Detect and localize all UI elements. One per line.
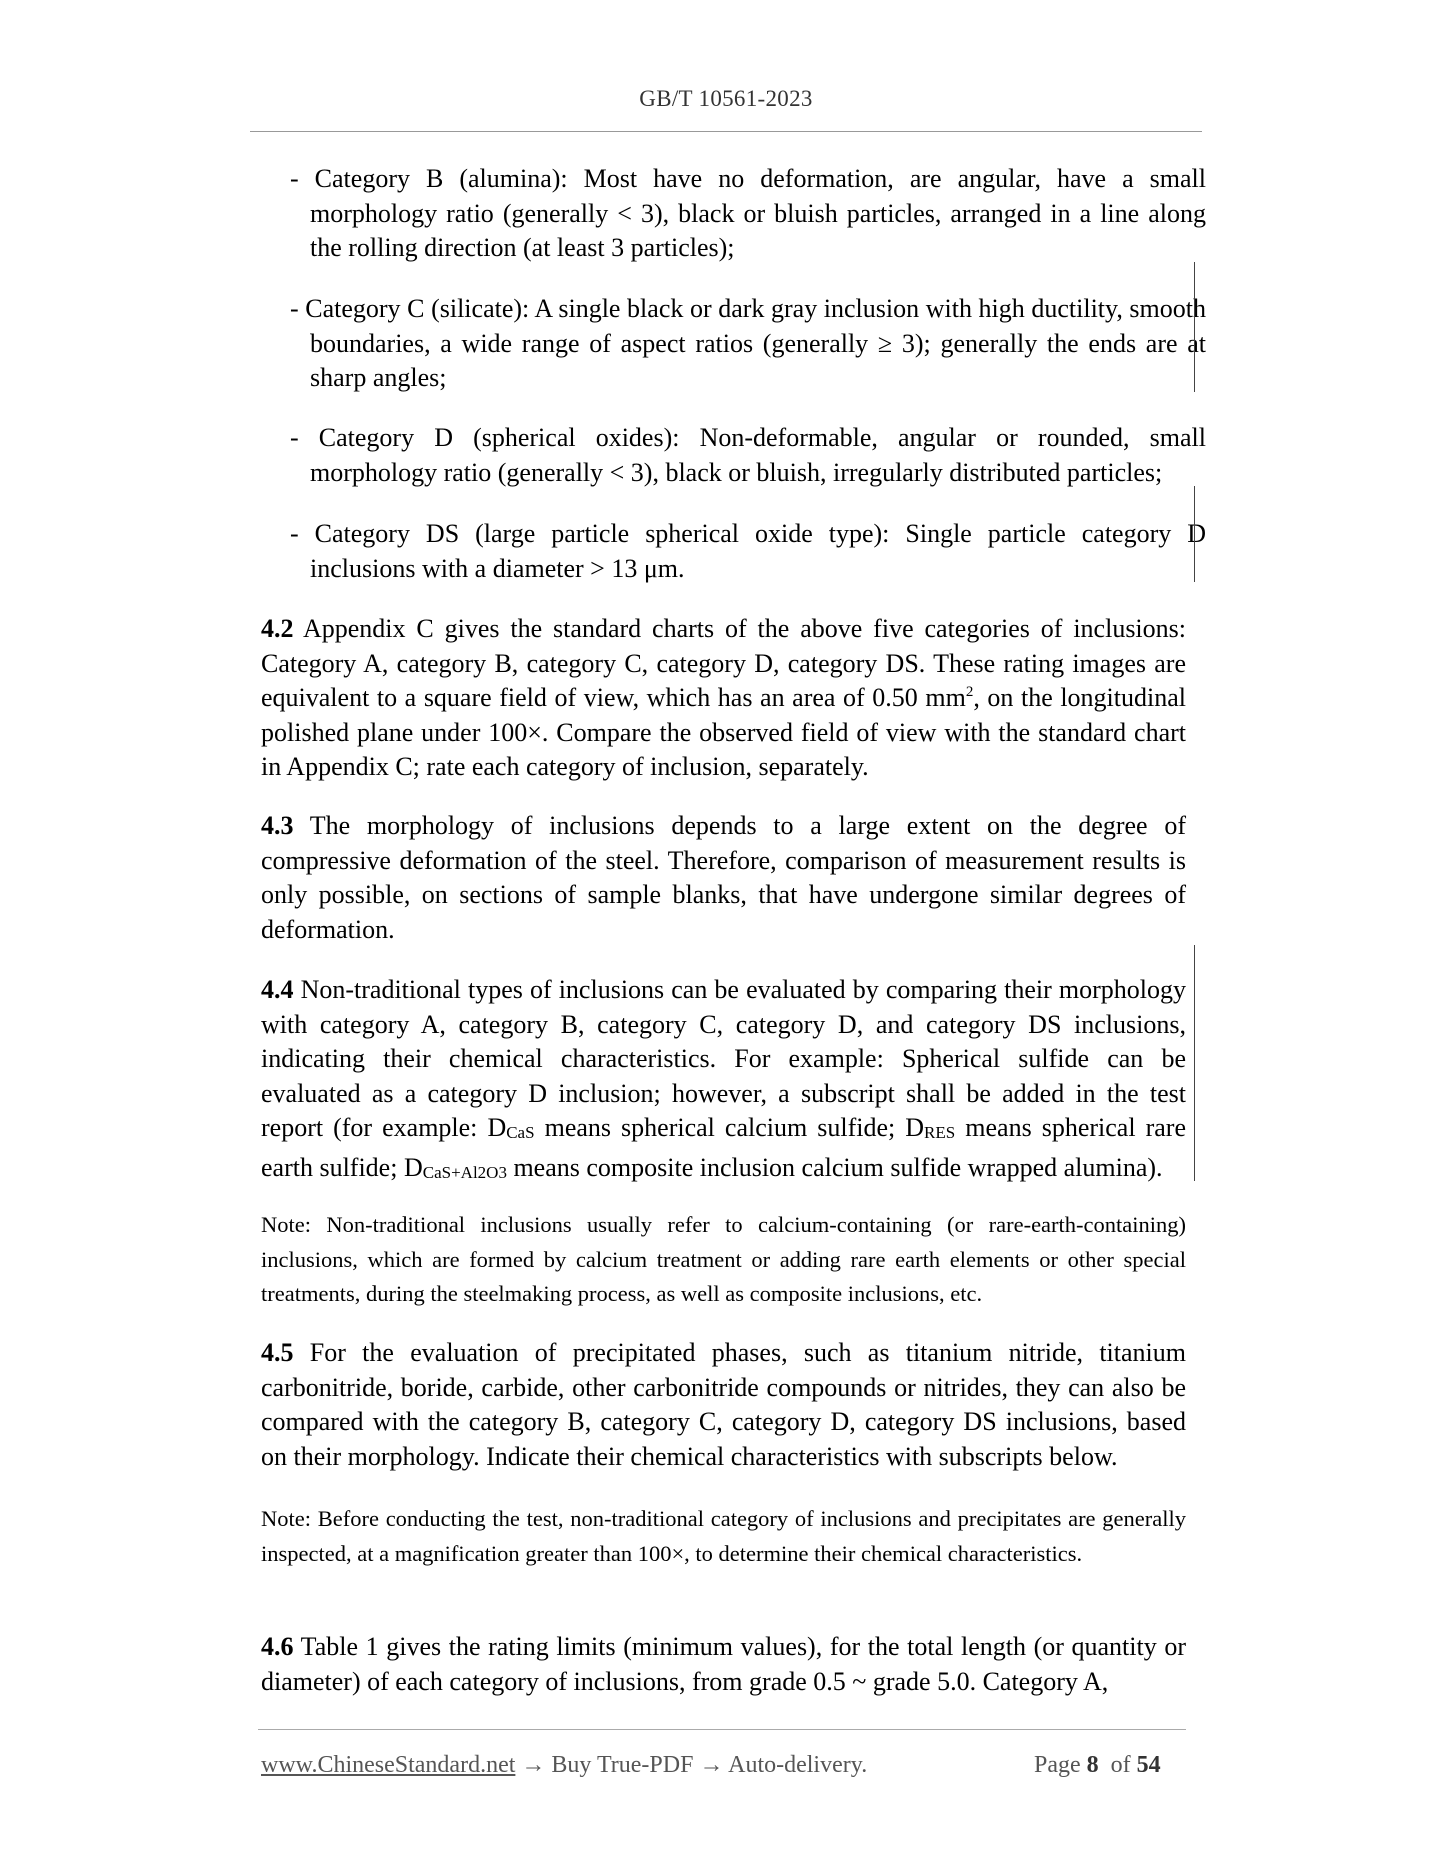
page-total: 54 <box>1136 1752 1161 1778</box>
change-bar <box>1194 945 1195 1181</box>
bullet-category-b: - Category B (alumina): Most have no deformation, are angular, have a small morphology ratio (generally < 3), black or bluish particles, arranged in a line along the rolling direction (at least 3 particles); <box>290 164 1206 263</box>
of-label: of <box>1110 1752 1131 1778</box>
page-label: Page <box>1034 1752 1081 1778</box>
paragraph-text: means spherical calcium sulfide; D <box>534 1113 925 1143</box>
clause-number: 4.3 <box>261 811 294 840</box>
subscript: CaS+Al2O3 <box>422 1162 507 1182</box>
subscript: CaS <box>506 1123 535 1143</box>
subscript: RES <box>924 1123 956 1143</box>
footer-promo-text: → Buy True-PDF → Auto-delivery. <box>515 1752 868 1778</box>
paragraph-text: means spherical rare earth sulfide; D <box>261 1113 1186 1182</box>
page-number: 8 <box>1086 1752 1099 1778</box>
clause-number: 4.5 <box>261 1338 294 1367</box>
paragraph-4-2 <box>261 612 1186 785</box>
note-before-test: Note: Before conducting the test, non-traditional category of inclusions and precipitates are generally inspected, at a magnification greater than 100×, to determine their chemical characteristics. <box>261 1506 1186 1566</box>
bullet-category-d: - Category D (spherical oxides): Non-deformable, angular or rounded, small morphology ratio (generally < 3), black or bluish, irregularly distributed particles; <box>290 423 1206 487</box>
document-header: GB/T 10561-2023 <box>639 86 813 111</box>
paragraph-text: Table 1 gives the rating limits (minimum values), for the total length (or quantity or diameter) of each category of inclusions, from grade 0.5 ~ grade 5.0. Category A, <box>261 1632 1186 1696</box>
header-rule <box>250 131 1202 132</box>
paragraph-text: For the evaluation of precipitated phases, such as titanium nitride, titanium carbonitride, boride, carbide, other carbonitride compounds or nitrides, they can also be compared with the category B, category C, category D, category DS inclusions, based on their morphology. Indicate their chemical characteristics with subscripts below. <box>261 1338 1186 1471</box>
paragraph-4-3 <box>261 809 1186 947</box>
superscript: 2 <box>965 684 974 701</box>
paragraph-text: Appendix C gives the standard charts of the above five categories of inclusions: Category A, category B, category C, category D, category DS. These rating images are equivalent to a square field of view, which has an area of 0.50 mm <box>261 614 1186 713</box>
note-non-traditional: Note: Non-traditional inclusions usually refer to calcium-containing (or rare-earth-containing) inclusions, which are formed by calcium treatment or adding rare earth elements or other special treatments, during the steelmaking process, as well as composite inclusions, etc. <box>261 1212 1186 1307</box>
paragraph-4-6 <box>261 1630 1186 1699</box>
bullet-category-ds: - Category DS (large particle spherical oxide type): Single particle category D inclusions with a diameter > 13 μm. <box>290 519 1206 583</box>
change-bar <box>1194 486 1195 582</box>
paragraph-4-5 <box>261 1336 1186 1474</box>
clause-number: 4.6 <box>261 1632 294 1661</box>
paragraph-4-4 <box>261 973 1186 1191</box>
paragraph-text: means composite inclusion calcium sulfide wrapped alumina). <box>506 1152 1163 1182</box>
footer-rule <box>258 1729 1186 1730</box>
footer-promo <box>261 1752 867 1779</box>
paragraph-text: Non-traditional types of inclusions can be evaluated by comparing their morphology with category A, category B, category C, category D, and category DS inclusions, indicating their chemical characteristics. For example: Spherical sulfide can be evaluated as a category D inclusion; however, a subscript shall be added in the test report (for example: D <box>261 975 1186 1143</box>
chinesestandard-link[interactable]: www.ChineseStandard.net <box>261 1752 516 1778</box>
clause-number: 4.4 <box>261 975 294 1004</box>
clause-number: 4.2 <box>261 614 294 643</box>
paragraph-text: The morphology of inclusions depends to a large extent on the degree of compressive deformation of the steel. Therefore, comparison of measurement results is only possible, on sections of sample blanks, that have undergone similar degrees of deformation. <box>261 811 1186 944</box>
paragraph-text: , on the longitudinal polished plane under 100×. Compare the observed field of view with the standard chart in Appendix C; rate each category of inclusion, separately. <box>261 683 1186 782</box>
page-indicator <box>1034 1752 1161 1779</box>
change-bar <box>1194 262 1195 392</box>
bullet-category-c: - Category C (silicate): A single black or dark gray inclusion with high ductility, smooth boundaries, a wide range of aspect ratios (generally ≥ 3); generally the ends are at sharp angles; <box>290 294 1206 393</box>
